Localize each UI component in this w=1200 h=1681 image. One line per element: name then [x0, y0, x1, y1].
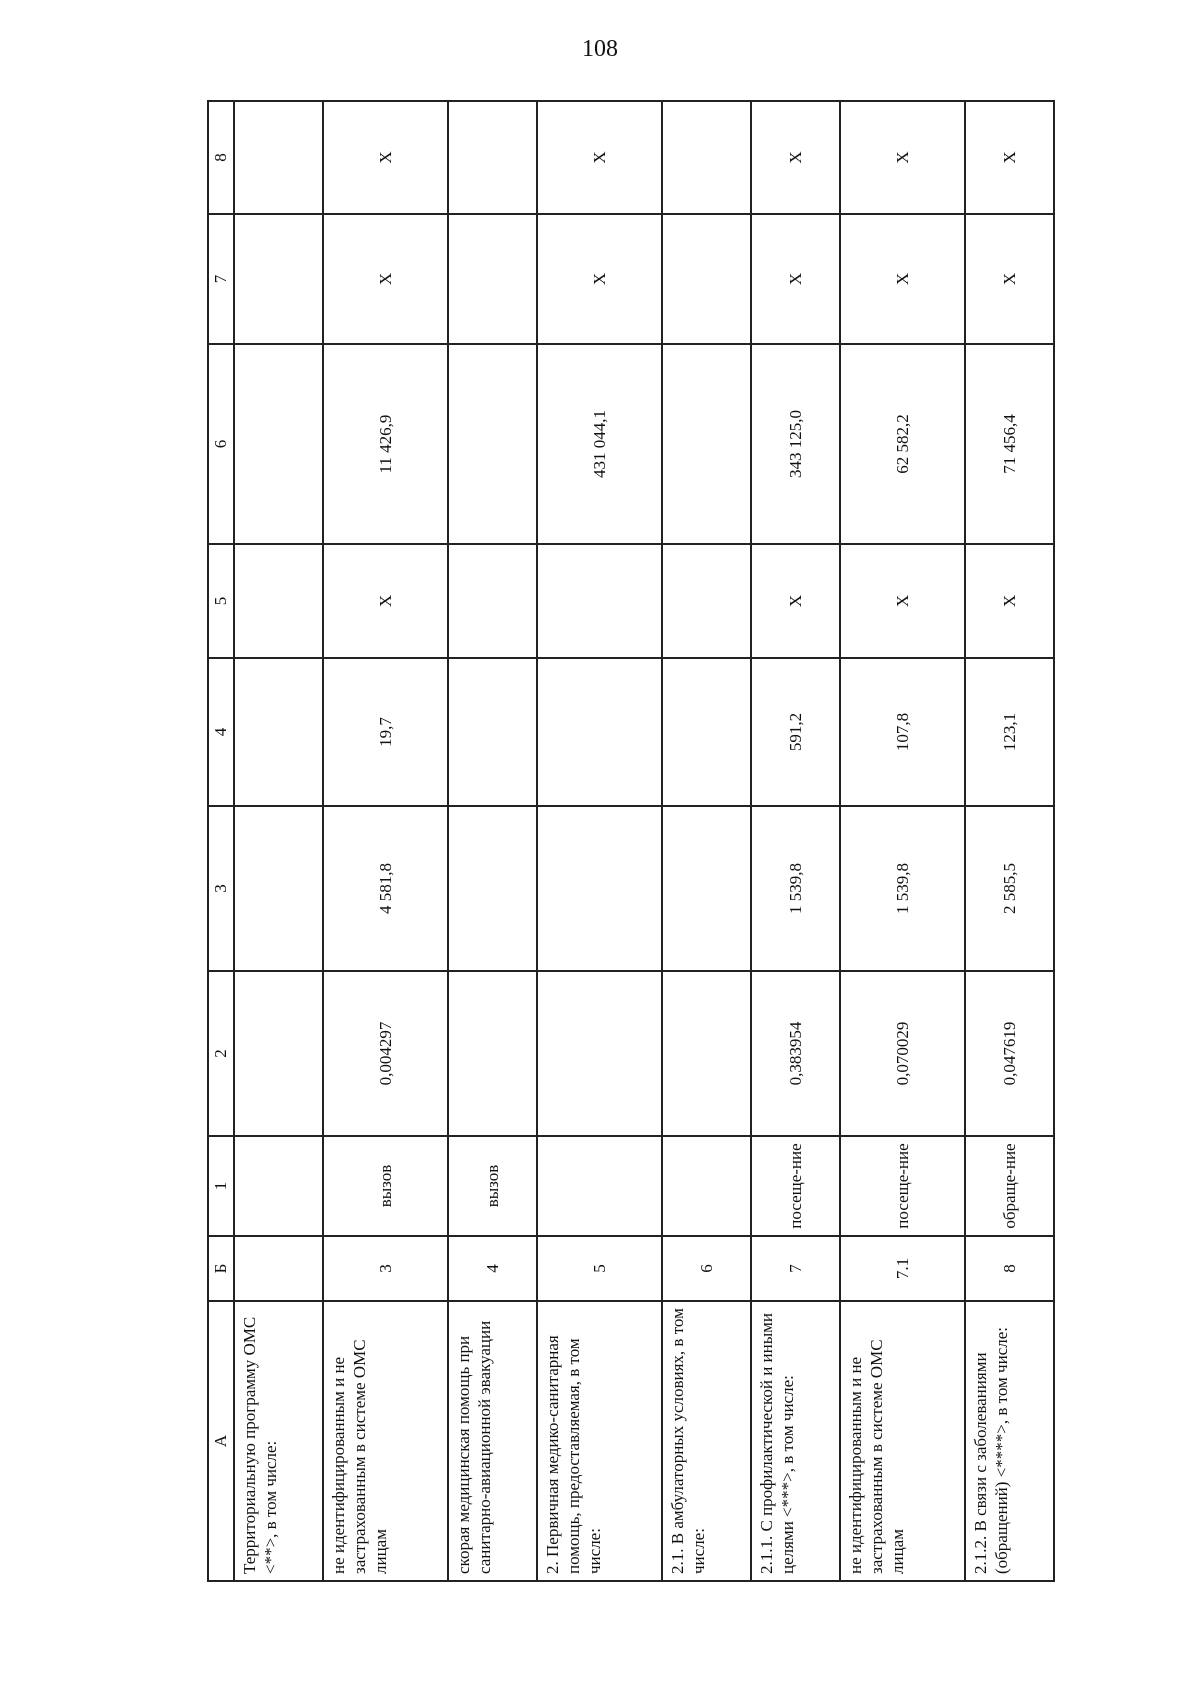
- row-label: 2. Первичная медико-санитарная помощь, предоставляемая, в том числе:: [537, 1301, 662, 1581]
- row-number: 4: [448, 1236, 537, 1301]
- value-cell: [662, 806, 751, 971]
- value-cell: [234, 101, 323, 214]
- value-cell: [448, 101, 537, 214]
- value-cell: 0,070029: [840, 971, 965, 1136]
- value-cell: [448, 658, 537, 806]
- value-cell: [662, 971, 751, 1136]
- row-label: не идентифицированным и не застрахованным в системе ОМС лицам: [323, 1301, 448, 1581]
- value-cell: [448, 971, 537, 1136]
- header-cell-1: 1: [208, 1136, 234, 1236]
- unit-cell: [537, 1136, 662, 1236]
- header-cell-8: 8: [208, 101, 234, 214]
- unit-cell: [662, 1136, 751, 1236]
- value-cell: 62 582,2: [840, 344, 965, 544]
- value-cell: 71 456,4: [965, 344, 1054, 544]
- value-cell: X: [965, 101, 1054, 214]
- value-cell: [234, 544, 323, 658]
- value-cell: 0,383954: [751, 971, 840, 1136]
- value-cell: X: [751, 214, 840, 344]
- table-row: [448, 101, 537, 1581]
- header-cell-6: 6: [208, 344, 234, 544]
- header-cell-3: 3: [208, 806, 234, 971]
- value-cell: 343 125,0: [751, 344, 840, 544]
- value-cell: [537, 971, 662, 1136]
- value-cell: X: [965, 544, 1054, 658]
- value-cell: [537, 658, 662, 806]
- table-row: [537, 101, 662, 1581]
- row-label: 2.1.1. С профилактической и иными целями <***>, в том числе:: [751, 1301, 840, 1581]
- page-number: 108: [582, 36, 618, 62]
- value-cell: 1 539,8: [840, 806, 965, 971]
- header-cell-2: 2: [208, 971, 234, 1136]
- value-cell: X: [965, 214, 1054, 344]
- unit-cell: [234, 1136, 323, 1236]
- data-table: [207, 100, 1055, 1582]
- value-cell: [234, 658, 323, 806]
- value-cell: 0,047619: [965, 971, 1054, 1136]
- row-number: 6: [662, 1236, 751, 1301]
- value-cell: [448, 806, 537, 971]
- value-cell: X: [323, 214, 448, 344]
- value-cell: 591,2: [751, 658, 840, 806]
- value-cell: [448, 344, 537, 544]
- row-number: [234, 1236, 323, 1301]
- row-label: скорая медицинская помощь при санитарно-авиационной эвакуации: [448, 1301, 537, 1581]
- table-row: [234, 101, 323, 1581]
- value-cell: [448, 214, 537, 344]
- table-header-row: [208, 101, 234, 1581]
- row-number: 8: [965, 1236, 1054, 1301]
- value-cell: X: [840, 101, 965, 214]
- value-cell: X: [537, 214, 662, 344]
- header-cell-b: Б: [208, 1236, 234, 1301]
- unit-cell: обраще-ние: [965, 1136, 1054, 1236]
- value-cell: 1 539,8: [751, 806, 840, 971]
- table-row: [965, 101, 1054, 1581]
- header-cell-7: 7: [208, 214, 234, 344]
- table-row: [662, 101, 751, 1581]
- value-cell: X: [751, 544, 840, 658]
- value-cell: [662, 344, 751, 544]
- value-cell: [234, 806, 323, 971]
- unit-cell: вызов: [323, 1136, 448, 1236]
- value-cell: [234, 214, 323, 344]
- row-label: 2.1.2. В связи с заболеваниями (обращений) <****>, в том числе:: [965, 1301, 1054, 1581]
- value-cell: [662, 214, 751, 344]
- value-cell: X: [323, 544, 448, 658]
- row-label: не идентифицированным и не застрахованным в системе ОМС лицам: [840, 1301, 965, 1581]
- value-cell: [662, 544, 751, 658]
- table-row: [840, 101, 965, 1581]
- row-number: 7: [751, 1236, 840, 1301]
- row-number: 5: [537, 1236, 662, 1301]
- unit-cell: посеще-ние: [751, 1136, 840, 1236]
- value-cell: [662, 101, 751, 214]
- value-cell: 431 044,1: [537, 344, 662, 544]
- value-cell: [448, 544, 537, 658]
- table-rotation-frame: [207, 102, 1055, 1582]
- value-cell: 2 585,5: [965, 806, 1054, 971]
- row-number: 7.1: [840, 1236, 965, 1301]
- value-cell: X: [840, 544, 965, 658]
- row-label: 2.1. В амбулаторных условиях, в том числе:: [662, 1301, 751, 1581]
- value-cell: [234, 344, 323, 544]
- row-number: 3: [323, 1236, 448, 1301]
- row-label: Территориальную программу ОМС <**>, в том числе:: [234, 1301, 323, 1581]
- header-cell-4: 4: [208, 658, 234, 806]
- table-row: [751, 101, 840, 1581]
- value-cell: [537, 806, 662, 971]
- value-cell: [537, 544, 662, 658]
- value-cell: X: [323, 101, 448, 214]
- value-cell: X: [840, 214, 965, 344]
- unit-cell: посеще-ние: [840, 1136, 965, 1236]
- unit-cell: вызов: [448, 1136, 537, 1236]
- header-cell-5: 5: [208, 544, 234, 658]
- value-cell: 19,7: [323, 658, 448, 806]
- header-cell-a: А: [208, 1301, 234, 1581]
- value-cell: 123,1: [965, 658, 1054, 806]
- value-cell: X: [537, 101, 662, 214]
- value-cell: [234, 971, 323, 1136]
- value-cell: 107,8: [840, 658, 965, 806]
- table-row: [323, 101, 448, 1581]
- rotated-table-container: [207, 102, 1055, 1582]
- value-cell: 4 581,8: [323, 806, 448, 971]
- value-cell: 0,004297: [323, 971, 448, 1136]
- value-cell: [662, 658, 751, 806]
- value-cell: 11 426,9: [323, 344, 448, 544]
- value-cell: X: [751, 101, 840, 214]
